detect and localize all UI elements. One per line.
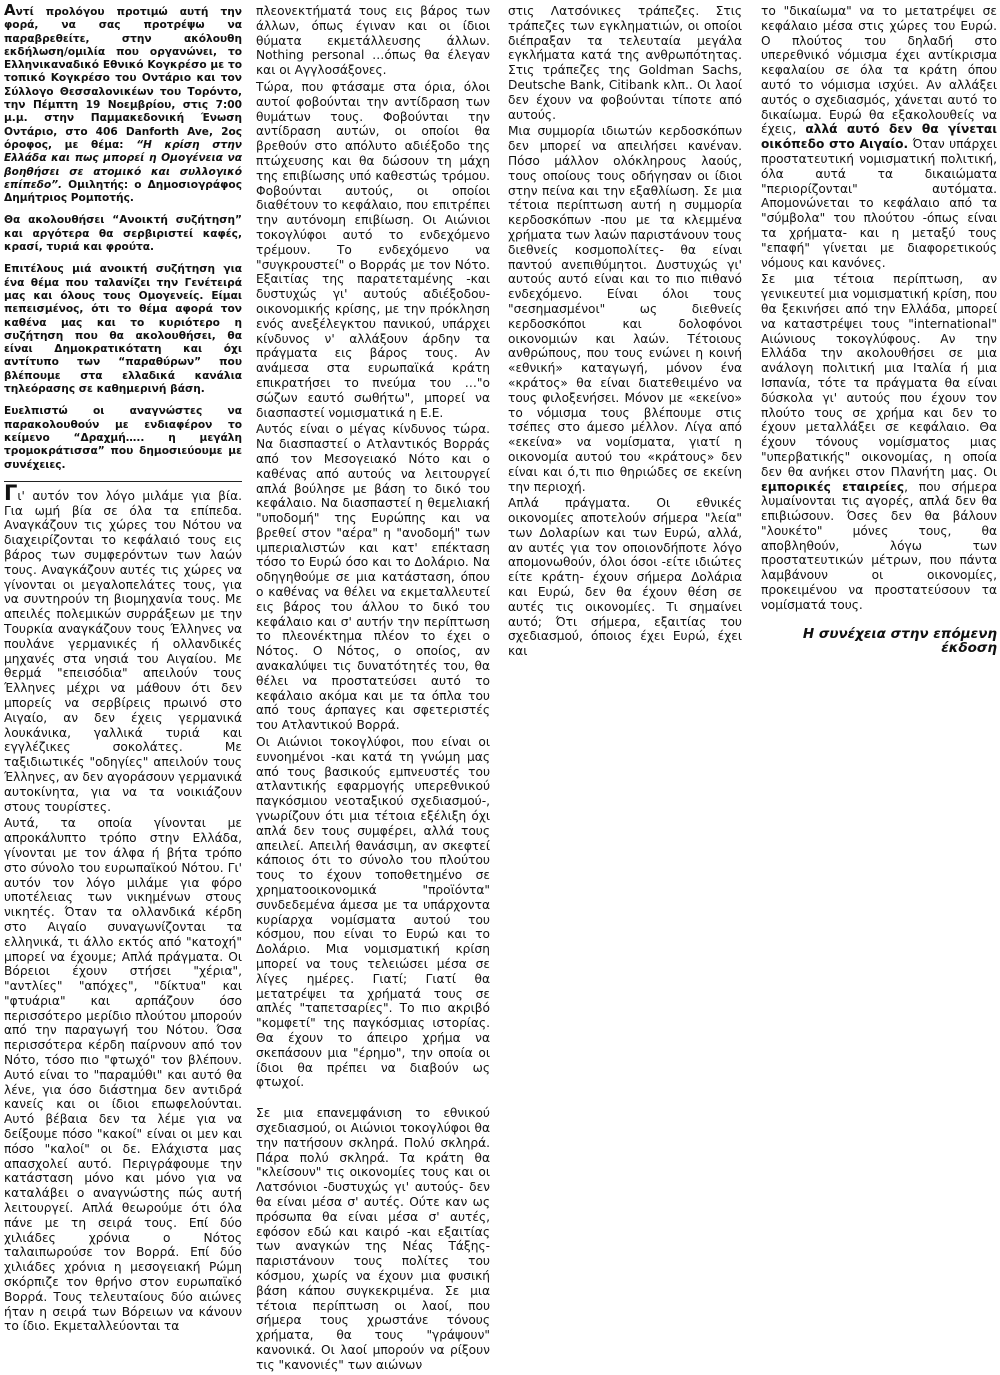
intro-paragraph-1 xyxy=(4,1,243,205)
article-paragraph: Μια συμμορία ιδιωτών κερδοσκόπων δεν μπορεί να απειλήσει κανέναν. Πόσο μάλλον ολόκληρους λαούς, τους οποίους τους οδήγησαν οι ίδιοι στην πείνα και την εξαθλίωση. Σε μια τέτοια περίπτωση αυτή η συμμορία κερδοσκόπων -που με τα κλεμμένα χρήματα των λαών παριστάνουν τους διεθνείς κοσμοπολίτες- θα είναι παντού ανεπιθύμητοι. Δυστυχώς γι' αυτούς αυτό είναι και το πιο πιθανό ενδεχόμενο. Είναι όλοι τους "σεσημασμένοι" ως διεθνείς κερδοσκόποι και δολοφόνοι οικονομιών και λαών. Τέτοιους ανθρώπους, που τους ενώνει η κοινή «εθνική» καταγωγή, μόνον ένα «κράτος» θα είναι διατεθειμένο να τους φιλοξενήσει. Μόνον με «εκείνο» το νόμισμα τους βλέπουμε στις τσέπες στο άμεσο μέλλον. Λίγα από «εκείνα» να νομίσματα, γιατί η οικονομία αυτού του «κράτους» δεν είναι και ό,τι πιο θηριώδες σε εκείνη την περιοχή. xyxy=(508,124,742,494)
article-emphasis: αλλά αυτό δεν θα γίνεται οικόπεδο στο Αιγαίο. xyxy=(761,122,997,152)
article-paragraph xyxy=(761,4,997,270)
article-paragraph: Τώρα, που φτάσαμε στα όρια, όλοι αυτοί φοβούνται την αντίδραση των θυμάτων τους. Φοβούνται την αντίδραση αυτών, οι οποίοι θα βρεθούν στο απόλυτο αδιέξοδο της πτώχευσης και θα δώσουν τη μάχη της επιβίωσης υπό καθεστώς τρόμου. Φοβούνται αυτούς, οι οποίοι διαθέτουν το κεφάλαιο, που επιτρέπει την αυτόνομη επιβίωση. Οι Αιώνιοι τοκογλύφοι αυτό το ενδεχόμενο τρέμουν. Το ενδεχόμενο να "συγκρουστεί" ο Βορράς με τον Νότο. Εξαιτίας της παρατεταμένης -και δυστυχώς γι' αυτούς αδιέξοδου- οικονομικής κρίσης, με την πρόκληση ενός ανεξέλεγκτου πανικού, υπάρχει κίνδυνος ν' αλλάξουν άρδην τα πράγματα εις βάρος τους. Αν ανάμεσα στα ευρωπαϊκά κράτη επικρατήσει το πνεύμα του …"ο σώζων εαυτό σωθήτω", μπορεί να διασπαστεί νομισματικά η Ε.Ε. xyxy=(256,79,490,420)
intro-speaker: Ομιλητής: ο Δημοσιογράφος Δημήτριος Ρομποτής. xyxy=(4,178,242,205)
column-4 xyxy=(761,4,997,656)
intro-box xyxy=(4,1,243,472)
drop-cap: Γ xyxy=(4,480,18,505)
intro-paragraph-2: Θα ακολουθήσει “Ανοικτή συζήτηση” και αργότερα θα σερβιριστεί καφές, κρασί, τυριά και φρούτα. xyxy=(4,214,242,254)
article-text: το "δικαίωμα" να το μετατρέψει σε κεφάλαιο μέσα στις χώρες του Ευρώ. Ο πλούτος του δηλαδή στο υπερεθνικό νόμισμα έχει αντίκρισμα κεφαλαίου σε όλα τα κράτη όπου αυτό το νόμισμα ισχύει. Αν αλλάξει αυτός ο σχεδιασμός, χάνεται αυτό το δικαίωμα. Ευρώ θα εξακολουθείς να έχεις, xyxy=(761,4,997,137)
intro-text: ντί προλόγου προτιμώ αυτή την φορά, να σας προτρέψω να παραβρεθείτε, στην ακόλουθη εκδήλωση/ομιλία που οργανώνει, το Ελληνικαναδικό Εθνικό Κογκρέσο με το τοπικό Κογκρέσο του Οντάριο και τον Σύλλογο Θεσσαλονικέων του Τορόντο, την Πέμπτη 19 Νοεμβρίου, στις 7:00 μ.μ. στην Παμμακεδονική Ένωση Οντάριο, στο 406 Danforth Ave, 2ος όροφος, με θέμα: xyxy=(4,6,242,151)
article-text: Όταν υπάρχει προστατευτική νομισματική πολιτική, όλα αυτά τα δικαιώματα "περιορίζονται" αυτόματα. Απομονώνεται το κεφάλαιο από τα "σύμβολα" του πλούτου -όπως είναι τα χρήματα- και η μεταξύ τους "επαφή" γίνεται με διαφορετικούς νόμους και κανόνες. xyxy=(761,137,997,270)
article-paragraph xyxy=(761,272,997,612)
intro-paragraph-3: Επιτέλους μιά ανοικτή συζήτηση για ένα θέμα που ταλανίζει την Γενέτειρά μας και όλους τους Ομογενείς. Είμαι πεπεισμένος, ότι το θέμα αφορά τον καθένα μας και το κυριότερο η συζήτηση που θα ακολουθήσει, θα είναι Δημοκρατικότατη και όχι αντίτυπο των “παραθύρων” που βλέπουμε στα ελλαδικά κανάλια τηλεόρασης σε καθημερινή βάση. xyxy=(4,263,242,396)
article-text: , που σήμερα λυμαίνονται τις αγορές, απλά δεν θα επιβιώσουν. Όσες δεν θα βάλουν "λουκέτο" μόνες τους, θα αποβληθούν, λόγω των προστατευτικών μέτρων, που πάντα λαμβάνουν οι οικονομίες, προκειμένου να προστατεύσουν τα νομίσματά τους. xyxy=(761,479,997,612)
article-paragraph: στις Λατσόνικες τράπεζες. Στις τράπεζες των εγκληματιών, οι οποίοι διέπραξαν τα τελευταία μεγάλα εγκλήματα κατά της ανθρωπότητας. Στις τράπεζες της Goldman Sachs, Deutsche Bank, Citibank κλπ.. Οι λαοί δεν έχουν να φοβούνται τίποτε από αυτούς. xyxy=(508,4,742,122)
article-paragraph xyxy=(4,480,242,815)
column-2 xyxy=(256,4,490,1375)
intro-divider xyxy=(4,481,242,482)
article-paragraph: Αυτά, τα οποία γίνονται με απροκάλυπτο τρόπο στην Ελλάδα, γίνονται με τον άλφα ή βήτα τρόπο στο σύνολο του ευρωπαϊκού Νότου. Γι' αυτόν τον λόγο μιλάμε για φόρο υποτέλειας των νικημένων στους νικητές. Όταν τα ολλανδικά κέρδη στο Αιγαίο συναγωνίζονται τα ελληνικά, τι άλλο εκτός από "κατοχή" μπορεί να έχουμε; Απλά πράγματα. Οι Βόρειοι έχουν στήσει "χέρια", "αντλίες" "απόχες", "δίκτυα" και "φτυάρια" και αρπάζουν όσο περισσότερο μερίδιο πλούτου μπορούν από την παραγωγή του Νότου. Όσα περισσότερα κέρδη παίρνουν από τον Νότο, τόσο πιο "φτωχό" τον βλέπουν. Αυτό είναι το "παραμύθι" και αυτό θα λένε, για όσο διάστημα δεν αντιδρά κανείς και οι ίδιοι επωφελούνται. Αυτό βέβαια δεν τα λέμε για να δείξουμε πόσο "κακοί" είναι οι μεν και πόσο "καλοί" οι δε. Ελάχιστα μας απασχολεί αυτό. Περιγράφουμε την κατάσταση μόνο και μόνο για να καταλάβει ο αναγνώστης πώς αυτή λειτουργεί. Απλά θεωρούμε ότι όλα πάνε με τη σειρά τους. Επί δύο χιλιάδες χρόνια ο Νότος ταλαιπωρούσε τον Βορρά. Επί δύο χιλιάδες χρόνια η μεσογειακή Ρώμη σκόρπιζε τον θρήνο στον ευρωπαϊκό Βορρά. Τους τελευταίους δύο αιώνες ήταν η σειρά των Βόρειων να κάνουν το ίδιο. Εκμεταλλεύονται τα xyxy=(4,816,242,1334)
intro-lead-letter: Α xyxy=(4,1,16,19)
article-text: Σε μια τέτοια περίπτωση, αν γενικευτεί μια νομισματική κρίση, που θα ξεκινήσει από την Ελλάδα, μπορεί να καταστρέψει τους "international" Αιώνιους τοκογλύφους. Αν την Ελλάδα την ακολουθήσει σε μια ανάλογη πολιτική μια Ιταλία ή μια Ισπανία, τότε τα πράγματα θα είναι δύσκολα γι' αυτούς που έχουν τον πλούτο τους σε χρήμα και δεν το έχουν μεταλλάξει σε κεφάλαιο. Θα έχουν τόνους νομίσματος μιας "υπερβατικής" οικονομίας, η οποία δεν θα ανήκει στον Πλανήτη μας. Οι xyxy=(761,272,997,479)
article-paragraph: πλεονεκτήματά τους εις βάρος των άλλων, όπως έγιναν και οι ίδιοι θύματα εκμετάλλευσης άλλων. Nothing personal …όπως θα έλεγαν και οι Αγγλοσάξονες. xyxy=(256,4,490,78)
article-paragraph: Αυτός είναι ο μέγας κίνδυνος τώρα. Να διασπαστεί ο Ατλαντικός Βορράς από τον Μεσογειακό Νότο και ο καθένας από αυτούς να λειτουργεί απλά βούλησε με βάση το δικό του κεφάλαιο. Να διασπαστεί η θεμελιακή "υποδομή" της Ευρώπης και να βρεθεί στον "αέρα" η "ανοδομή" των ιμπεριαλιστών και κατ' επέκταση τόσο το Ευρώ όσο και το Δολάριο. Να οδηγηθούμε σε μια κατάσταση, όπου ο καθένας να θέλει να εκμεταλλευτεί εις βάρος του άλλου το δικό του κεφάλαιο και σ' αυτήν την περίπτωση το πλεονέκτημα πλέον το έχει ο Νότος. Ο Νότος, ο οποίος, αν ανακαλύψει τις δυνατότητές του, θα θέλει να προστατεύσει αυτό το κεφάλαιο ακόμα και με τα όπλα του από τους άρπαγες και σφετεριστές του Ατλαντικού Βορρά. xyxy=(256,422,490,733)
article-emphasis: εμπορικές εταιρείες xyxy=(761,479,905,494)
intro-topic: “Η κρίση στην Ελλάδα και πως μπορεί η Ομογένεια να βοηθήσει σε ατομικό και συλλογικό επίπεδο”. xyxy=(4,138,243,191)
column-3 xyxy=(508,4,742,661)
intro-paragraph-4: Ευελπιστώ οι αναγνώστες να παρακολουθούν με ενδιαφέρον το κείμενο “Δραχμή….. η μεγάλη τρομοκράτισσα” που δημοσιεύουμε με συνέχειες. xyxy=(4,405,242,471)
column-1 xyxy=(4,1,243,1336)
continued-note: Η συνέχεια στην επόμενη έκδοση xyxy=(802,625,997,657)
article-paragraph: Οι Αιώνιοι τοκογλύφοι, που είναι οι ευνοημένοι -και κατά τη γνώμη μας από τους βασικούς εμπνευστές του ατλαντικής εφαρμογής υπερεθνικού παγκόσμιου νεοταξικού σχεδιασμού-, γνωρίζουν ότι μια τέτοια εξέλιξη όχι απλά δεν τους συμφέρει, αλλά τους απειλεί. Απειλή θανάσιμη, αν σκεφτεί κάποιος ότι το σύνολο του πλούτου τους το έχουν τοποθετημένο σε χρηματοοικονομικά "προϊόντα" συνδεδεμένα άμεσα με τα υπάρχοντα κυρίαρχα νομίσματα αυτού του κόσμου, που είναι το Ευρώ και το Δολάριο. Μια νομισματική κρίση μπορεί να τους τελειώσει μέσα σε λίγες ημέρες. Γιατί; Γιατί θα μετατρέψει τα χρήματά τους σε απλές "ταπετσαρίες". Το πιο ακριβό "κομφετί" της παγκόσμιας ιστορίας. Θα έχουν το άπειρο χρήμα να σκεπάσουν μια "έρημο", την οποία οι ίδιοι θα πρέπει να διαβούν ως φτωχοί. xyxy=(256,735,490,1090)
article-paragraph: Απλά πράγματα. Οι εθνικές οικονομίες αποτελούν σήμερα "λεία" των Δολαρίων και των Ευρώ, αλλά, αν αυτές για τον οποιονδήποτε λόγο απομονωθούν, όλοι όσοι -είτε ιδιώτες είτε κράτη- έχουν σήμερα Δολάρια και Ευρώ, δεν θα έχουν θέση σε αυτές τις οικονομίες. Τι σημαίνει αυτό; Ότι σήμερα, εξαιτίας του σχεδιασμού, όποιος έχει Ευρώ, έχει και xyxy=(508,496,742,659)
article-text: ι' αυτόν τον λόγο μιλάμε για βία. Για ωμή βία σε όλα τα επίπεδα. Αναγκάζουν τις χώρες του Νότου να διαχειρίζονται το κεφάλαιό τους εις βάρος των συμφερόντων των λαών τους. Αναγκάζουν αυτές τις χώρες να γίνονται οι μεγαλοπελάτες τους, για να συντηρούν τη βιομηχανία τους. Με απειλές πολεμικών συρράξεων με την Τουρκία αναγκάζουν τους Έλληνες να πουλάνε γερμανικές ή ολλανδικές μηχανές στα νησιά του Αιγαίου. Με θερμά "επεισόδια" απειλούν τους Έλληνες μέχρι να μάθουν ότι δεν μπορείς να σερβίρεις πρωινό στο Αιγαίο, αν δεν έχεις γερμανικά λουκάνικα, γαλλικά τυριά και εγγλέζικες σοκολάτες. Με ταξιδιωτικές "οδηγίες" απειλούν τους Έλληνες, αν δεν αγοράσουν γερμανικά αυτοκίνητα, για να τα νοικιάζουν στους τουρίστες. xyxy=(4,488,242,814)
article-paragraph: Σε μια επανεμφάνιση το εθνικού σχεδιασμού, οι Αιώνιοι τοκογλύφοι θα την πατήσουν σκληρά. Πολύ σκληρά. Πάρα πολύ σκληρά. Τα κράτη θα "κλείσουν" τις οικονομίες τους και οι Λατσόνιοι -δυστυχώς γι' αυτούς- δεν θα είναι μέσα σ' αυτές. Ούτε καν ως πρόσωπα θα είναι μέσα σ' αυτές, εφόσον εδώ και καιρό -και εξαιτίας των αναγκών της Νέας Τάξης- παριστάνουν τους πολίτες του κόσμου, χωρίς να έχουν μια φυσική βάση κάπου συγκεκριμένα. Σε μια τέτοια περίπτωση οι λαοί, που σήμερα τους χρωστάνε τόνους χρήματα, θα τους "γράψουν" κανονικά. Οι λαοί μπορούν να ρίξουν τις "κανονιές" των αιώνων xyxy=(256,1106,490,1372)
paragraph-gap xyxy=(256,1092,490,1106)
